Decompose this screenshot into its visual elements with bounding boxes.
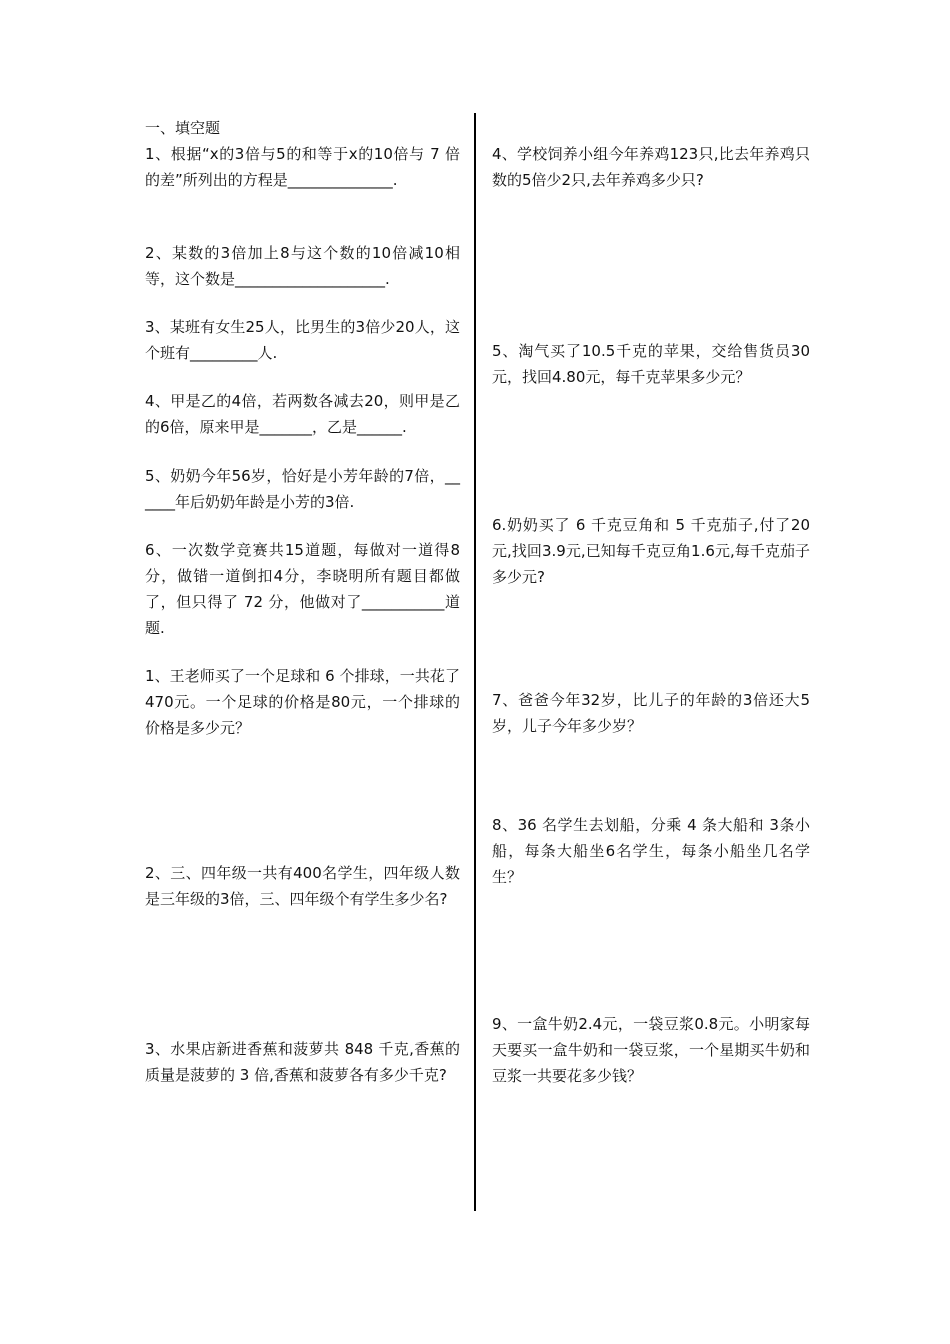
- fill-blank-question-5: 5、奶奶今年56岁，恰好是小芳年龄的7倍，______年后奶奶年龄是小芳的3倍.: [145, 467, 460, 511]
- fill-blank-question-3: 3、某班有女生25人，比男生的3倍少20人，这个班有_________人.: [145, 318, 460, 362]
- column-divider: [474, 113, 476, 1211]
- fill-blank-question-6: 6、一次数学竞赛共15道题，每做对一道得8分，做错一道倒扣4分，李晓明所有题目都做了，但只得了 72 分，他做对了___________道题.: [145, 541, 460, 637]
- section-title: 一、填空题: [145, 119, 221, 137]
- word-problem-right-5: 5、淘气买了10.5千克的苹果，交给售货员30元，找回4.80元，每千克苹果多少元？: [492, 342, 810, 386]
- word-problem-right-9: 9、一盒牛奶2.4元，一袋豆浆0.8元。小明家每天要买一盒牛奶和一袋豆浆，一个星期买牛奶和豆浆一共要花多少钱？: [492, 1015, 810, 1085]
- fill-blank-question-2: 2、某数的3倍加上8与这个数的10倍减10相等，这个数是____________________.: [145, 244, 460, 288]
- word-problem-left-2: 2、三、四年级一共有400名学生，四年级人数是三年级的3倍，三、四年级个有学生多少名?: [145, 864, 460, 908]
- fill-blank-question-1: 1、根据“x的3倍与5的和等于x的10倍与 7 倍的差”所列出的方程是______________.: [145, 145, 460, 189]
- word-problem-right-7: 7、爸爸今年32岁，比儿子的年龄的3倍还大5岁，儿子今年多少岁？: [492, 691, 810, 735]
- word-problem-left-3: 3、水果店新进香蕉和菠萝共 848 千克,香蕉的质量是菠萝的 3 倍,香蕉和菠萝各有多少千克?: [145, 1040, 460, 1084]
- word-problem-right-6: 6.奶奶买了 6 千克豆角和 5 千克茄子,付了20元,找回3.9元,已知每千克豆角1.6元,每千克茄子多少元?: [492, 516, 810, 586]
- fill-blank-question-4: 4、甲是乙的4倍，若两数各减去20，则甲是乙的6倍，原来甲是_______，乙是______.: [145, 392, 460, 436]
- word-problem-right-4: 4、学校饲养小组今年养鸡123只,比去年养鸡只数的5倍少2只,去年养鸡多少只?: [492, 145, 810, 189]
- word-problem-right-8: 8、36 名学生去划船，分乘 4 条大船和 3条小船，每条大船坐6名学生，每条小船坐几名学生？: [492, 816, 810, 886]
- word-problem-left-1: 1、王老师买了一个足球和 6 个排球，一共花了470元。一个足球的价格是80元，一个排球的价格是多少元？: [145, 667, 460, 737]
